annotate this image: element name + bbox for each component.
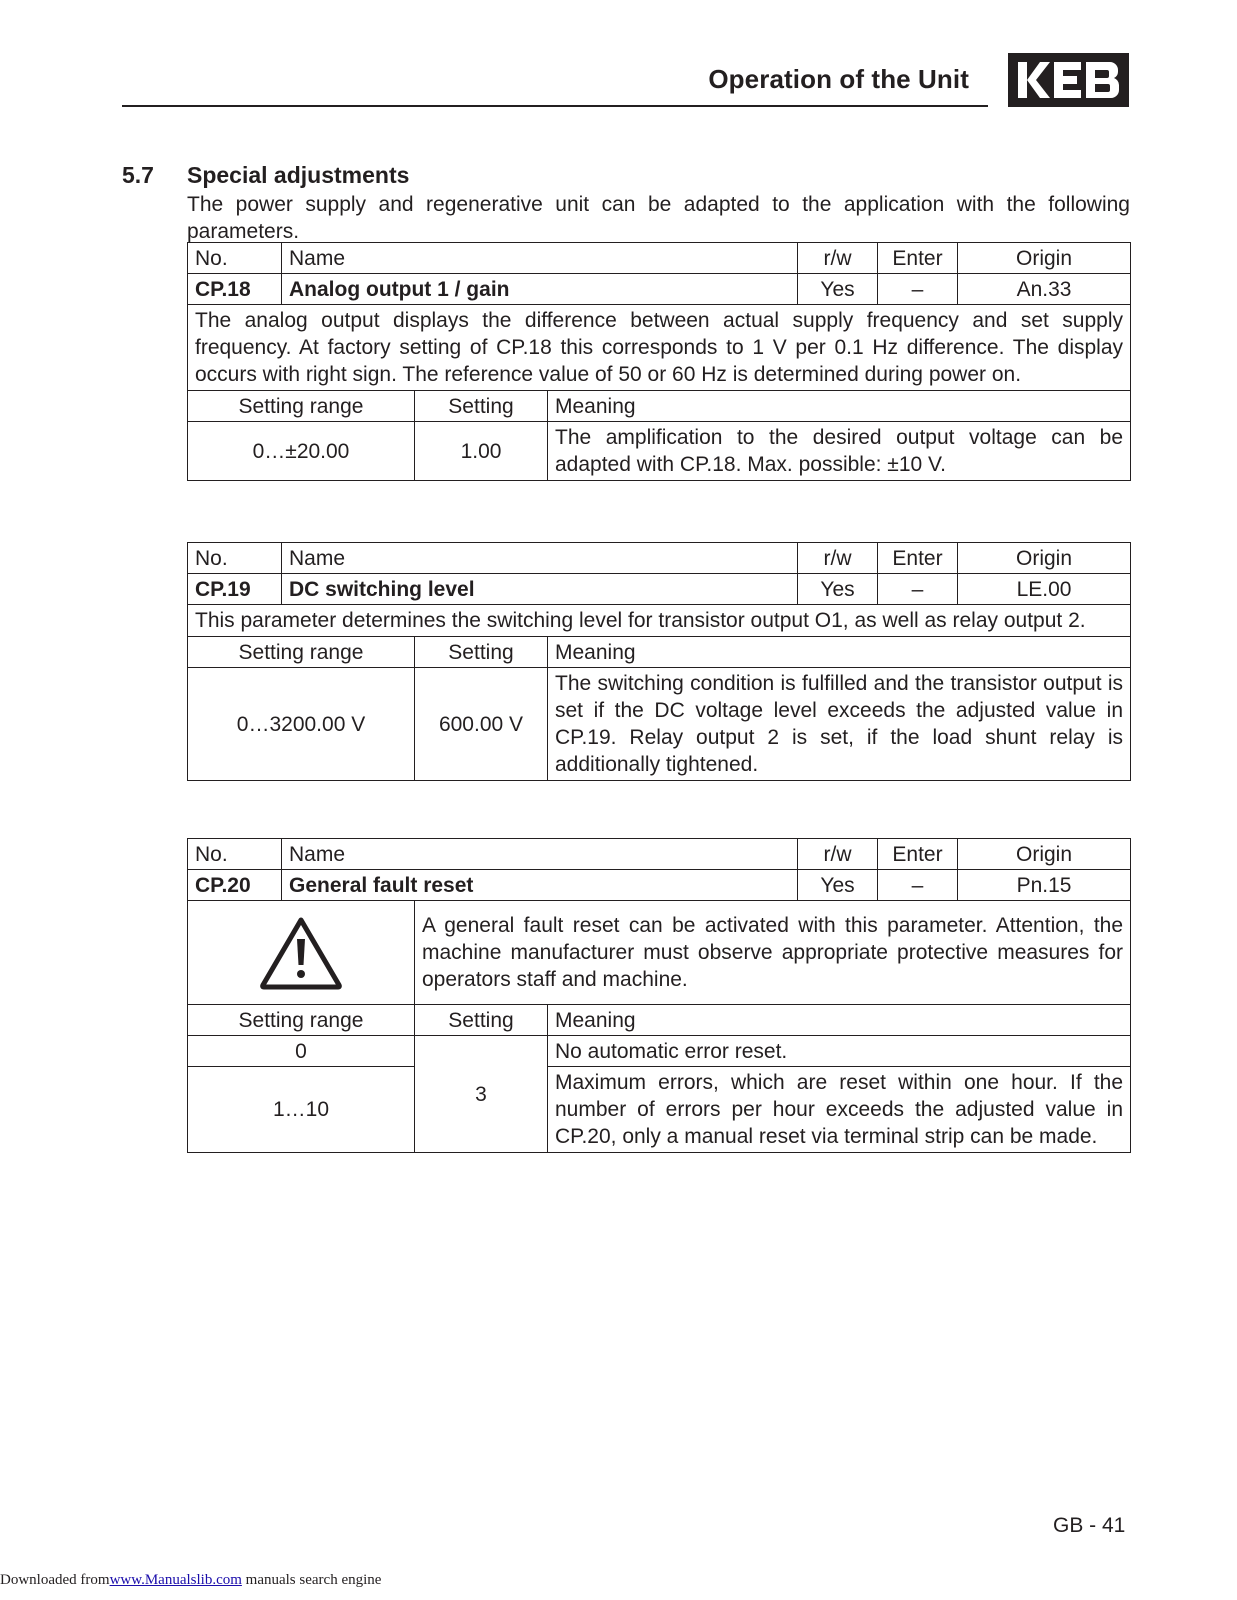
col-header-origin: Origin [958,839,1131,870]
param-name: General fault reset [282,870,798,901]
col-header-setting: Setting [415,637,548,668]
col-header-origin: Origin [958,243,1131,274]
meaning-text: The amplification to the desired output voltage can be adapted with CP.18. Max. possible: ±10 V. [548,422,1131,481]
col-header-rw: r/w [798,243,878,274]
setting-range-value: 0…3200.00 V [188,668,415,781]
section-number: 5.7 [122,162,154,188]
setting-range-value: 0 [188,1036,415,1067]
col-header-enter: Enter [878,839,958,870]
header-rule [122,105,988,107]
col-header-enter: Enter [878,243,958,274]
warning-text: A general fault reset can be activated with this parameter. Attention, the machine manufacturer must observe appropriate protective measures for operators staff and machine. [415,901,1131,1005]
param-table-cp20 [187,838,1131,1153]
param-origin: An.33 [958,274,1131,305]
param-table-cp19 [187,542,1131,781]
col-header-setting: Setting [415,1005,548,1036]
col-header-meaning: Meaning [548,391,1131,422]
param-name: Analog output 1 / gain [282,274,798,305]
col-header-name: Name [282,543,798,574]
meaning-text: No automatic error reset. [548,1036,1131,1067]
meaning-text: Maximum errors, which are reset within one hour. If the number of errors per hour exceeds the adjusted value in CP.20, only a manual reset via terminal strip can be made. [548,1067,1131,1153]
col-header-rw: r/w [798,543,878,574]
param-enter: – [878,274,958,305]
download-suffix: manuals search engine [241,1572,382,1588]
param-number: CP.18 [188,274,282,305]
param-description: This parameter determines the switching level for transistor output O1, as well as relay output 2. [188,605,1131,637]
col-header-setting-range: Setting range [188,637,415,668]
param-name: DC switching level [282,574,798,605]
manualslib-link[interactable]: www.Manualslib.com [109,1572,242,1588]
param-rw: Yes [798,274,878,305]
col-header-origin: Origin [958,543,1131,574]
param-origin: LE.00 [958,574,1131,605]
param-enter: – [878,870,958,901]
section-intro: The power supply and regenerative unit can be adapted to the application with the following parameters. [187,193,1130,243]
keb-logo [1008,53,1129,107]
download-note [0,1572,381,1589]
setting-range-value: 1…10 [188,1067,415,1153]
param-origin: Pn.15 [958,870,1131,901]
param-rw: Yes [798,574,878,605]
col-header-no: No. [188,839,282,870]
col-header-setting: Setting [415,391,548,422]
warning-triangle-icon [259,915,343,991]
col-header-meaning: Meaning [548,637,1131,668]
param-table-cp18 [187,242,1131,481]
param-number: CP.20 [188,870,282,901]
col-header-setting-range: Setting range [188,1005,415,1036]
download-prefix: Downloaded from [0,1572,110,1588]
warning-icon-cell [188,901,415,1005]
page-number: GB - 41 [1053,1514,1126,1537]
meaning-text: The switching condition is fulfilled and the transistor output is set if the DC voltage level exceeds the adjusted value in CP.19. Relay output 2 is set, if the load shunt relay is additionally tightened. [548,668,1131,781]
param-enter: – [878,574,958,605]
param-rw: Yes [798,870,878,901]
col-header-rw: r/w [798,839,878,870]
col-header-meaning: Meaning [548,1005,1131,1036]
section-title: Special adjustments [187,162,410,188]
col-header-no: No. [188,543,282,574]
setting-range-value: 0…±20.00 [188,422,415,481]
page-header-title: Operation of the Unit [708,64,969,94]
col-header-setting-range: Setting range [188,391,415,422]
param-number: CP.19 [188,574,282,605]
col-header-name: Name [282,839,798,870]
setting-value: 3 [415,1036,548,1153]
col-header-enter: Enter [878,543,958,574]
col-header-no: No. [188,243,282,274]
col-header-name: Name [282,243,798,274]
setting-value: 600.00 V [415,668,548,781]
param-description: The analog output displays the difference between actual supply frequency and set supply frequency. At factory setting of CP.18 this corresponds to 1 V per 0.1 Hz difference. The display occurs with right sign. The reference value of 50 or 60 Hz is determined during power on. [188,305,1131,391]
setting-value: 1.00 [415,422,548,481]
